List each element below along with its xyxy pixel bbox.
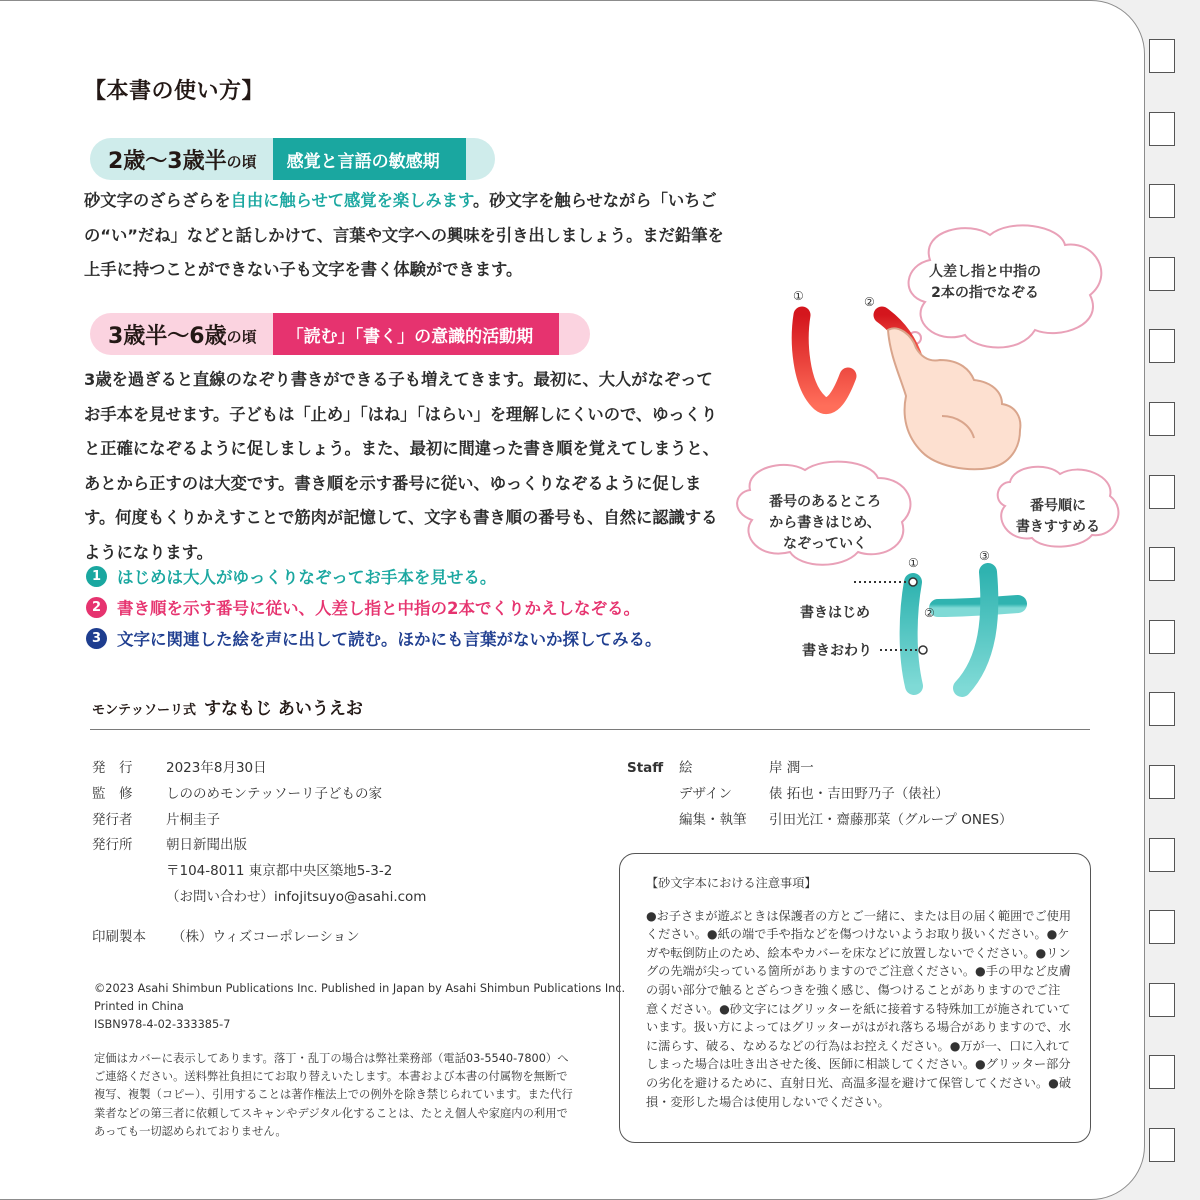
binding-ring [1149, 547, 1175, 581]
binding-ring [1149, 112, 1175, 146]
stroke-number: ① [793, 289, 804, 303]
staff-row: デザイン 俵 拓也・吉田野乃子（俵社） [679, 785, 949, 802]
staff-credits [627, 756, 1013, 833]
start-marker [909, 578, 917, 586]
caution-text: ●お子さまが遊ぶときは保護者の方とご一緒に、または目の届く範囲でご使用ください。●紙の端で手や指などを傷つけないようお取り扱いください。●ケガや転倒防止のため、絵本やカバーを床などに放置しないでください。●リングの先端が尖っている箇所がありますのでご注意ください。●手の甲など皮膚の弱い部分で触るとざらつきを強く感じ、傷つけることがありますのでご注意ください。●砂文字にはグリッターを紙に接着する特殊加工が施されていています。扱い方によってはグリッターがはがれ落ちる場合がありますので、水に濡らす、破る、なめるなどの行為はお控えください。●万が一、口に入れてしまった場合は吐き出させた後、医師に相談してください。●グリッター部分の劣化を避けるために、直射日光、高温多湿を避けて保管してください。●破損・変形した場合は使用しないでください。 [646, 908, 1072, 1109]
stroke-number: ② [924, 606, 935, 620]
char-i-stroke-1 [800, 315, 848, 406]
bubble-start-text: 番号のあるところ から書きはじめ、 なぞっていく [769, 494, 881, 552]
caution-box [619, 853, 1091, 1143]
binding-ring [1149, 983, 1175, 1017]
howto-title: 【本書の使い方】 [84, 79, 265, 104]
colophon-row: 〒104-8011 東京都中央区築地5-3-2 [166, 863, 393, 880]
copyright-block: ©2023 Asahi Shimbun Publications Inc. Published in Japan by Asahi Shimbun Publications Inc. Printed in China ISBN978-4-02-333385-7 [94, 982, 626, 1031]
book-title-main: すなもじ あいうえお [204, 699, 363, 719]
char-ke-stroke-3 [962, 572, 989, 688]
section1-text: 砂文字のざらざらを自由に触らせて感覚を楽しみます。砂文字を触らせながら「いちごの“い”だね」などと話しかけて、言葉や文字への興味を引き出しましょう。まだ鉛筆を上手に持つことができない子も文字を書く体験ができます。 [84, 191, 724, 279]
section2-text: 3歳を過ぎると直線のなぞり書きができる子も増えてきます。最初に、大人がなぞってお手本を見せます。子どもは「止め」「はね」「はらい」を理解しにくいので、ゆっくりと正確になぞるように促しましょう。また、最初に間違った書き順を覚えてしまうと、あとから正すのは大変です。書き順を示す番号に従い、ゆっくりなぞるように促します。何度もくりかえすことで筋肉が記憶して、文字も書き順の番号も、自然に認識するようになります。 [84, 370, 719, 562]
highlight-text: 自由に触らせて感覚を楽しみます [230, 191, 473, 210]
colophon-row: 監 修 しののめモンテッソーリ子どもの家 [92, 785, 382, 802]
step-1 [86, 564, 496, 588]
age-range: 3歳半～6歳 [108, 323, 227, 349]
binding-ring [1149, 1055, 1175, 1089]
stage-header-1 [90, 138, 495, 180]
binding-ring [1149, 620, 1175, 654]
char-ke-stroke-1 [909, 582, 914, 686]
stage-header-2 [90, 313, 590, 355]
binding-ring [1149, 329, 1175, 363]
age-suffix: の頃 [226, 152, 257, 171]
caution-title: 【砂文字本における注意事項】 [646, 876, 817, 890]
bubble-order-text: 番号順に 書きすすめる [1015, 498, 1101, 535]
step-text: はじめは大人がゆっくりなぞってお手本を見せる。 [117, 568, 497, 587]
printing-row: 印刷製本 （株）ウィズコーポレーション [92, 928, 360, 945]
staff-label: Staff [627, 760, 664, 776]
colophon-row: 発 行 2023年8月30日 [92, 760, 267, 776]
book-title [92, 694, 363, 719]
book-title-prefix: モンテッソーリ式 [92, 703, 197, 718]
colophon-row: （お問い合わせ）infojitsuyo@asahi.com [166, 888, 427, 905]
binding-ring [1149, 765, 1175, 799]
hand-illustration [888, 328, 1020, 469]
colophon [92, 756, 426, 951]
binding-ring [1149, 475, 1175, 509]
binding-ring [1149, 692, 1175, 726]
binding-ring [1149, 39, 1175, 73]
end-marker [919, 646, 927, 654]
binding-ring [1149, 402, 1175, 436]
label-end: 書きおわり [802, 643, 872, 659]
bubble-fingers-text: 人差し指と中指の 2本の指でなぞる [929, 264, 1041, 301]
step-2 [86, 595, 640, 619]
age-range: 2歳～3歳半 [108, 148, 227, 174]
label-start: 書きはじめ [800, 605, 870, 621]
binding-ring [1149, 184, 1175, 218]
age-suffix: の頃 [226, 327, 257, 346]
stroke-number: ② [864, 295, 875, 309]
char-ke-stroke-2 [938, 604, 1018, 608]
binding-ring [1149, 910, 1175, 944]
colophon-row: 発行者 片桐圭子 [92, 811, 220, 828]
staff-row: 編集・執筆 引田光江・齋藤那菜（グループ ONES） [679, 811, 1013, 828]
binding-ring [1149, 1128, 1175, 1162]
stage-label: 感覚と言語の敏感期 [273, 138, 466, 180]
stroke-number: ① [908, 556, 919, 570]
step-text: 書き順を示す番号に従い、人差し指と中指の2本でくりかえしなぞる。 [117, 599, 640, 618]
binding-ring [1149, 838, 1175, 872]
stroke-number: ③ [979, 549, 990, 563]
binding-rings [1149, 39, 1177, 1200]
step-text: 文字に関連した絵を声に出して読む。ほかにも言葉がないか探してみる。 [117, 630, 662, 649]
colophon-row: 発行所 朝日新聞出版 [92, 837, 247, 854]
stage-label: 「読む」「書く」の意識的活動期 [273, 313, 560, 355]
staff-row: Staff 絵 岸 潤一 [627, 756, 1013, 782]
divider [90, 729, 1090, 730]
binding-ring [1149, 257, 1175, 291]
step-3 [86, 626, 662, 650]
step-number: 3 [86, 628, 107, 649]
legal-notice: 定価はカバーに表示してあります。落丁・乱丁の場合は弊社業務部（電話03-5540-7800）へご連絡ください。送料弊社負担にてお取り替えいたします。本書および本書の付属物を無断で複写、複製（コピー）、引用することは著作権法上での例外を除き禁じられています。また代行業者などの第三者に依頼してスキャンやデジタル化することは、たとえ個人や家庭内の利用であっても一切認められておりません。 [94, 1052, 573, 1138]
step-number: 1 [86, 566, 107, 587]
step-number: 2 [86, 597, 107, 618]
